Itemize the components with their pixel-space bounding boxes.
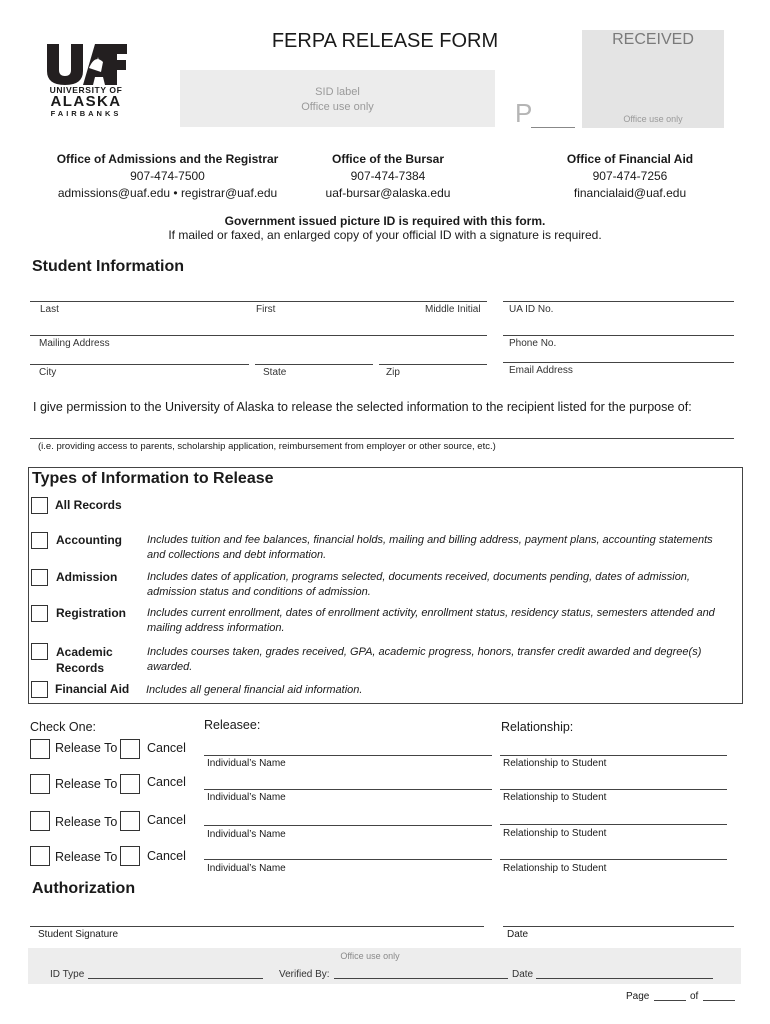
email-label: Email Address [509, 365, 573, 376]
office-use-label: Office use only [340, 951, 400, 961]
relationship-line[interactable] [500, 859, 727, 860]
ua-id-label: UA ID No. [509, 304, 554, 315]
page-label: Page [626, 991, 650, 1002]
relationship-line[interactable] [500, 789, 727, 790]
releasee-label: Releasee: [204, 718, 261, 732]
financial-aid-description: Includes all general financial aid information. [146, 684, 363, 696]
verified-by-line[interactable] [334, 978, 508, 979]
id-type-label: ID Type [50, 969, 85, 980]
accounting-checkbox[interactable] [31, 532, 48, 549]
office-registrar [20, 151, 315, 202]
office-name: Office of the Bursar [331, 152, 445, 166]
zip-line[interactable] [379, 364, 487, 365]
office-date-label: Date [512, 969, 534, 980]
ua-id-line[interactable] [503, 301, 734, 302]
logo-alaska: ALASKA [50, 93, 122, 110]
release-to-label: Release To [55, 777, 118, 791]
individual-name-label: Individual’s Name [207, 758, 286, 769]
check-one-label: Check One: [30, 720, 97, 734]
registration-checkbox[interactable] [31, 605, 48, 622]
admission-description: Includes dates of application, programs selected, documents received, documents pending, dates of admission, admission status and conditions of admission. [147, 571, 690, 598]
relationship-to-student-label: Relationship to Student [503, 863, 607, 874]
individual-name-label: Individual’s Name [207, 792, 286, 803]
email-line[interactable] [503, 362, 734, 363]
signature-date-label: Date [507, 929, 529, 940]
cancel-checkbox[interactable] [120, 811, 140, 831]
registration-label: Registration [56, 606, 127, 620]
office-financial-aid [530, 151, 730, 202]
id-notice-bold: Government issued picture ID is required with this form. [224, 214, 546, 228]
relationship-to-student-label: Relationship to Student [503, 758, 607, 769]
all-records-label: All Records [55, 498, 122, 512]
cancel-label: Cancel [147, 775, 186, 789]
release-to-label: Release To [55, 850, 118, 864]
state-label: State [263, 367, 287, 378]
name-line[interactable] [30, 301, 487, 302]
received-label: RECEIVED [612, 31, 694, 48]
release-to-checkbox[interactable] [30, 811, 50, 831]
accounting-label: Accounting [56, 533, 122, 547]
id-type-line[interactable] [88, 978, 263, 979]
city-label: City [39, 367, 57, 378]
relationship-line[interactable] [500, 824, 727, 825]
last-name-label: Last [40, 304, 59, 315]
sid-label: SID label [315, 86, 360, 98]
relationship-label: Relationship: [501, 720, 574, 734]
all-records-checkbox[interactable] [31, 497, 48, 514]
cancel-checkbox[interactable] [120, 739, 140, 759]
office-date-line[interactable] [536, 978, 713, 979]
sid-label-text [180, 85, 495, 115]
cancel-checkbox[interactable] [120, 774, 140, 794]
relationship-to-student-label: Relationship to Student [503, 792, 607, 803]
middle-initial-label: Middle Initial [425, 304, 481, 315]
logo-university-of: UNIVERSITY OF [49, 85, 123, 95]
page-total-line[interactable] [703, 1000, 735, 1001]
office-name: Office of Admissions and the Registrar [56, 152, 279, 166]
office-name: Office of Financial Aid [566, 152, 694, 166]
phone-label: Phone No. [509, 338, 557, 349]
cancel-label: Cancel [147, 813, 186, 827]
financial-aid-label: Financial Aid [55, 682, 130, 696]
individual-name-line[interactable] [204, 825, 492, 826]
office-email: uaf-bursar@alaska.edu [325, 186, 451, 200]
academic-records-label: Academic Records [56, 645, 113, 675]
purpose-example: (i.e. providing access to parents, scholarship application, reimbursement from employer or other source, etc.) [38, 441, 496, 452]
individual-name-label: Individual’s Name [207, 863, 286, 874]
first-name-label: First [256, 304, 276, 315]
logo-fairbanks: FAIRBANKS [50, 109, 122, 118]
office-phone: 907-474-7256 [592, 169, 668, 183]
academic-records-checkbox[interactable] [31, 643, 48, 660]
phone-line[interactable] [503, 335, 734, 336]
types-heading: Types of Information to Release [32, 470, 274, 487]
relationship-to-student-label: Relationship to Student [503, 828, 607, 839]
student-signature-line[interactable] [30, 926, 484, 927]
academic-records-description: Includes courses taken, grades received, GPA, academic progress, honors, transfer credit awarded and degree(s) awarded. [147, 646, 702, 673]
zip-label: Zip [386, 367, 400, 378]
relationship-line[interactable] [500, 755, 727, 756]
student-signature-label: Student Signature [38, 929, 119, 940]
release-to-label: Release To [55, 741, 118, 755]
uaf-wordmark-icon [45, 42, 127, 86]
uaf-logo [45, 42, 127, 86]
registration-description: Includes current enrollment, dates of enrollment activity, enrollment status, residency status, semesters attended and mailing address information. [147, 607, 715, 634]
individual-name-line[interactable] [204, 859, 492, 860]
student-info-heading: Student Information [32, 258, 184, 275]
release-to-checkbox[interactable] [30, 846, 50, 866]
cancel-label: Cancel [147, 849, 186, 863]
office-email: admissions@uaf.edu • registrar@uaf.edu [57, 186, 278, 200]
admission-checkbox[interactable] [31, 569, 48, 586]
permission-statement: I give permission to the University of Alaska to release the selected information to the recipient listed for the purpose of: [33, 400, 692, 414]
p-number-line[interactable] [531, 127, 575, 128]
release-to-checkbox[interactable] [30, 739, 50, 759]
office-phone: 907-474-7384 [350, 169, 426, 183]
cancel-label: Cancel [147, 741, 186, 755]
individual-name-line[interactable] [204, 789, 492, 790]
mailing-address-label: Mailing Address [39, 338, 110, 349]
release-to-label: Release To [55, 815, 118, 829]
cancel-checkbox[interactable] [120, 846, 140, 866]
page-number-line[interactable] [654, 1000, 686, 1001]
financial-aid-checkbox[interactable] [31, 681, 48, 698]
office-bursar [288, 151, 488, 202]
authorization-heading: Authorization [32, 880, 136, 897]
received-office-use-note: Office use only [623, 114, 683, 124]
verified-by-label: Verified By: [279, 969, 330, 980]
form-title: FERPA RELEASE FORM [271, 30, 499, 52]
office-email: financialaid@uaf.edu [573, 186, 687, 200]
individual-name-line[interactable] [204, 755, 492, 756]
signature-date-line[interactable] [503, 926, 734, 927]
of-label: of [690, 991, 699, 1002]
admission-label: Admission [56, 570, 118, 584]
state-line[interactable] [255, 364, 373, 365]
individual-name-label: Individual’s Name [207, 829, 286, 840]
office-phone: 907-474-7500 [130, 169, 205, 183]
sid-office-use-note: Office use only [301, 101, 374, 113]
accounting-description: Includes tuition and fee balances, financial holds, mailing and billing address, payment plans, accounting statements and collections and debt information. [147, 534, 713, 561]
purpose-line[interactable] [30, 438, 734, 439]
release-to-checkbox[interactable] [30, 774, 50, 794]
city-line[interactable] [30, 364, 249, 365]
id-notice-text: If mailed or faxed, an enlarged copy of your official ID with a signature is required. [168, 228, 602, 242]
mailing-address-line[interactable] [30, 335, 487, 336]
p-number-prefix: P [515, 98, 533, 128]
